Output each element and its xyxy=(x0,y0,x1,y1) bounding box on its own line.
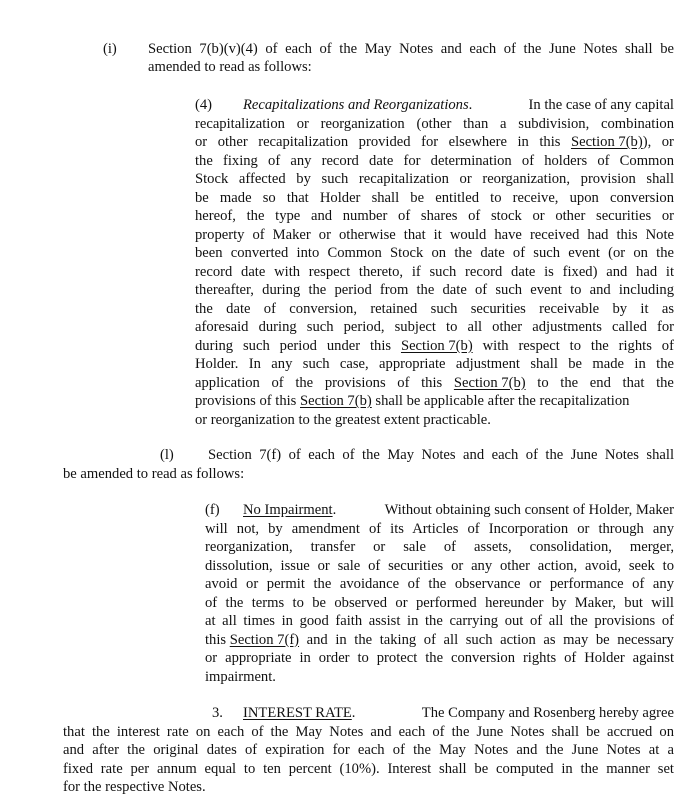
section-3-number: 3. xyxy=(212,705,223,721)
section-3-first-line: INTEREST RATE. The Company and Rosenberg hereby agree xyxy=(243,705,674,721)
sub-4-line: record date with respect thereto, if such record date is fixed) and had it xyxy=(195,263,674,280)
sub-4-line: recapitalization or reorganization (other than a subdivision, combination xyxy=(195,115,674,132)
sub-f-line: impairment. xyxy=(205,668,276,685)
sub-f-line: of the terms to be observed or performed hereunder by Maker, but will xyxy=(205,594,674,611)
sub-4-line: or reorganization to the greatest extent practicable. xyxy=(195,411,491,428)
sub-f-line: reorganization, transfer or sale of assets, consolidation, merger, xyxy=(205,539,674,555)
section-3-line: fixed rate per annum equal to ten percent (10%). Interest shall be computed in the manner set xyxy=(63,760,674,777)
sub-4-line: hereof, the type and number of shares of stock or other securities or xyxy=(195,208,674,224)
sub-4-line: application of the provisions of this Section 7(b) to the end that the xyxy=(195,374,674,391)
sub-4-line: Stock affected by such recapitalization or reorganization, provision shall xyxy=(195,171,674,187)
sub-4-first-line: Recapitalizations and Reorganizations. In the case of any capital xyxy=(243,97,674,113)
para-i-marker: (i) xyxy=(103,41,117,57)
sub-4-line: the date of conversion, retained such securities receivable by it as xyxy=(195,300,674,317)
sub-4-line: during such period under this Section 7(b) with respect to the rights of xyxy=(195,337,674,354)
sub-f-marker: (f) xyxy=(205,502,220,518)
para-i-line1: Section 7(b)(v)(4) of each of the May Notes and each of the June Notes shall be xyxy=(148,41,674,57)
para-l-marker: (l) xyxy=(160,447,174,463)
sub-4-line: the fixing of any record date for determination of holders of Common xyxy=(195,152,674,169)
sub-4-line: aforesaid during such period, subject to all other adjustments called for xyxy=(195,319,674,335)
sub-4-line: Holder. In any such case, appropriate adjustment shall be made in the xyxy=(195,356,674,372)
sub-4-heading: Recapitalizations and Reorganizations xyxy=(243,97,469,113)
sub-4-line: property of Maker or otherwise that it would have received had this Note xyxy=(195,226,674,243)
sub-f-first-line: No Impairment. Without obtaining such consent of Holder, Maker xyxy=(243,502,674,518)
sub-f-line: dissolution, issue or sale of securities or any other action, avoid, seek to xyxy=(205,557,674,574)
sub-f-heading: No Impairment xyxy=(243,502,333,518)
sub-f-line: will not, by amendment of its Articles of Incorporation or through any xyxy=(205,520,674,537)
para-i-line2: amended to read as follows: xyxy=(148,59,312,75)
section-3-line: and after the original dates of expiration for each of the May Notes and the June Notes at a xyxy=(63,742,674,758)
section-3-line: The Company and Rosenberg hereby agree xyxy=(421,705,674,721)
sub-4-line: provisions of this Section 7(b) shall be applicable after the recapitalization xyxy=(195,393,630,409)
sub-f-line: avoid or permit the avoidance of the observance or performance of any xyxy=(205,576,674,592)
section-3-heading: INTEREST RATE xyxy=(243,705,352,721)
section-3-line: that the interest rate on each of the May Notes and each of the June Notes shall be accrued on xyxy=(63,723,674,740)
sub-4-line: been converted into Common Stock on the date of such event (or on the xyxy=(195,245,674,261)
sub-4-line: thereafter, during the period from the date of such event to and including xyxy=(195,282,674,298)
para-l-line2: be amended to read as follows: xyxy=(63,465,245,482)
section-3-line: for the respective Notes. xyxy=(63,779,206,795)
sub-4-line: In the case of any capital xyxy=(528,97,674,113)
sub-4-line: or other recapitalization provided for elsewhere in this Section 7(b)), or xyxy=(195,134,674,150)
sub-f-line: this Section 7(f) and in the taking of all such action as may be necessary xyxy=(205,631,674,648)
sub-f-line: Without obtaining such consent of Holder, Maker xyxy=(384,502,674,518)
sub-f-line: or appropriate in order to protect the conversion rights of Holder against xyxy=(205,650,674,666)
sub-4-line: be made so that Holder shall be entitled to receive, upon conversion xyxy=(195,189,674,206)
sub-f-line: at all times in good faith assist in the carrying out of all the provisions of xyxy=(205,613,674,629)
para-l-line1: Section 7(f) of each of the May Notes and each of the June Notes shall xyxy=(208,447,674,463)
sub-4-marker: (4) xyxy=(195,97,213,113)
